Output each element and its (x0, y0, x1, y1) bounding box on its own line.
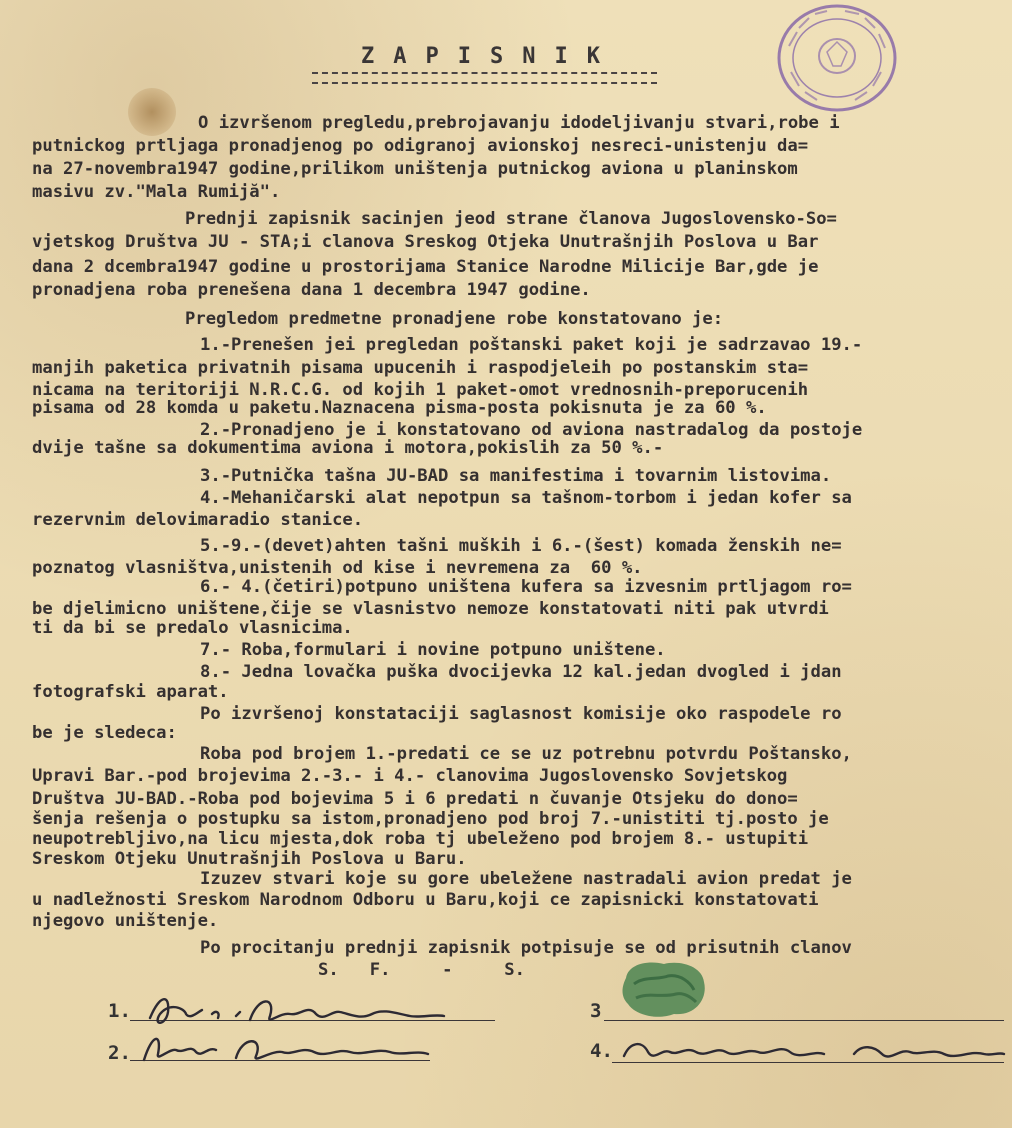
text-line: putnickog prtljaga pronadjenog po odigranoj avionskoj nesreci-unistenju da= (32, 136, 809, 156)
text-line: be djelimicno uništene,čije se vlasnistvo nemoze konstatovati niti pak utvrdi (32, 599, 829, 619)
text-line: 4.-Mehaničarski alat nepotpun sa tašnom-torbom i jedan kofer sa (200, 488, 852, 508)
text-line: pisama od 28 komda u paketu.Naznacena pisma-posta pokisnuta je za 60 %. (32, 398, 767, 418)
signature-number-1: 1. (108, 1000, 131, 1022)
text-line: nicama na teritoriji N.R.C.G. od kojih 1 paket-omot vrednosnih-preporucenih (32, 380, 809, 400)
text-line: šenja rešenja o postupku sa istom,pronadjeno pod broj 7.-unistiti tj.posto je (32, 809, 829, 829)
text-line: masivu zv."Mala Rumijă". (32, 182, 281, 202)
signature-line-3 (604, 1020, 1004, 1021)
text-line: 6.- 4.(četiri)potpuno uništena kufera sa izvesnim prtljagom ro= (200, 577, 852, 597)
text-line: 5.-9.-(devet)ahten tašni muških i 6.-(šest) komada ženskih ne= (200, 536, 842, 556)
text-line: Društva JU-BAD.-Roba pod bojevima 5 i 6 predati n čuvanje Otsjeku do dono= (32, 789, 798, 809)
signature-number-4: 4. (590, 1040, 613, 1062)
text-line: Po procitanju prednji zapisnik potpisuje se od prisutnih clanov (200, 938, 852, 958)
text-line: 2.-Pronadjeno je i konstatovano od aviona nastradalog da postoje (200, 420, 863, 440)
signature-1 (140, 990, 460, 1030)
signature-4 (618, 1030, 1008, 1070)
text-line: neupotrebljivo,na licu mjesta,dok roba tj ubeleženo pod brojem 8.- ustupiti (32, 829, 809, 849)
green-stamp (618, 958, 708, 1020)
text-line: 3.-Putnička tašna JU-BAD sa manifestima i tovarnim listovima. (200, 466, 832, 486)
text-line: Upravi Bar.-pod brojevima 2.-3.- i 4.- clanovima Jugoslovensko Sovjetskog (32, 766, 788, 786)
signature-number-2: 2. (108, 1042, 131, 1064)
text-line: rezervnim delovimaradio stanice. (32, 510, 364, 530)
text-line: vjetskog Društva JU - STA;i clanova Sreskog Otjeka Unutrašnjih Poslova u Bar (32, 232, 819, 252)
text-line: Prednji zapisnik sacinjen jeod strane članova Jugoslovensko-So= (185, 209, 837, 229)
text-line: ti da bi se predalo vlasnicima. (32, 618, 353, 638)
text-line: dvije tašne sa dokumentima aviona i motora,pokislih za 50 %.- (32, 438, 664, 458)
text-line: S. F. - S. (318, 960, 525, 980)
text-line: O izvršenom pregledu,prebrojavanju idodeljivanju stvari,robe i (198, 113, 840, 133)
text-line: Sreskom Otjeku Unutrašnjih Poslova u Baru. (32, 849, 467, 869)
signature-2 (136, 1028, 436, 1068)
text-line: manjih paketica privatnih pisama upucenih i raspodjeleih po postanskim sta= (32, 358, 809, 378)
text-line: fotografski aparat. (32, 682, 229, 702)
text-line: Pregledom predmetne pronadjene robe konstatovano je: (185, 309, 724, 329)
text-line: poznatog vlasništva,unistenih od kise i nevremena za 60 %. (32, 558, 643, 578)
text-line: Roba pod brojem 1.-predati ce se uz potrebnu potvrdu Poštansko, (200, 744, 852, 764)
text-line: 8.- Jedna lovačka puška dvocijevka 12 kal.jedan dvogled i jdan (200, 662, 842, 682)
text-line: 7.- Roba,formulari i novine potpuno uništene. (200, 640, 666, 660)
text-line: Izuzev stvari koje su gore ubeležene nastradali avion predat je (200, 869, 852, 889)
text-line: Po izvršenoj konstataciji saglasnost komisije oko raspodele ro (200, 704, 842, 724)
text-line: be je sledeca: (32, 723, 177, 743)
text-line: njegovo uništenje. (32, 911, 219, 931)
document-title: ZAPISNIK (361, 44, 619, 69)
text-line: u nadležnosti Sreskom Narodnom Odboru u Baru,koji ce zapisnicki konstatovati (32, 890, 819, 910)
text-line: 1.-Prenešen jei pregledan poštanski paket koji je sadrzavao 19.- (200, 335, 863, 355)
title-underline (312, 72, 657, 84)
signature-number-3: 3 (590, 1000, 602, 1022)
paper-stain (128, 88, 176, 136)
text-line: na 27-novembra1947 godine,prilikom uništenja putnickog aviona u planinskom (32, 159, 798, 179)
round-seal-stamp (775, 2, 899, 114)
text-line: pronadjena roba prenešena dana 1 decembra 1947 godine. (32, 280, 591, 300)
text-line: dana 2 dcembra1947 godine u prostorijama Stanice Narodne Milicije Bar,gde je (32, 257, 819, 277)
